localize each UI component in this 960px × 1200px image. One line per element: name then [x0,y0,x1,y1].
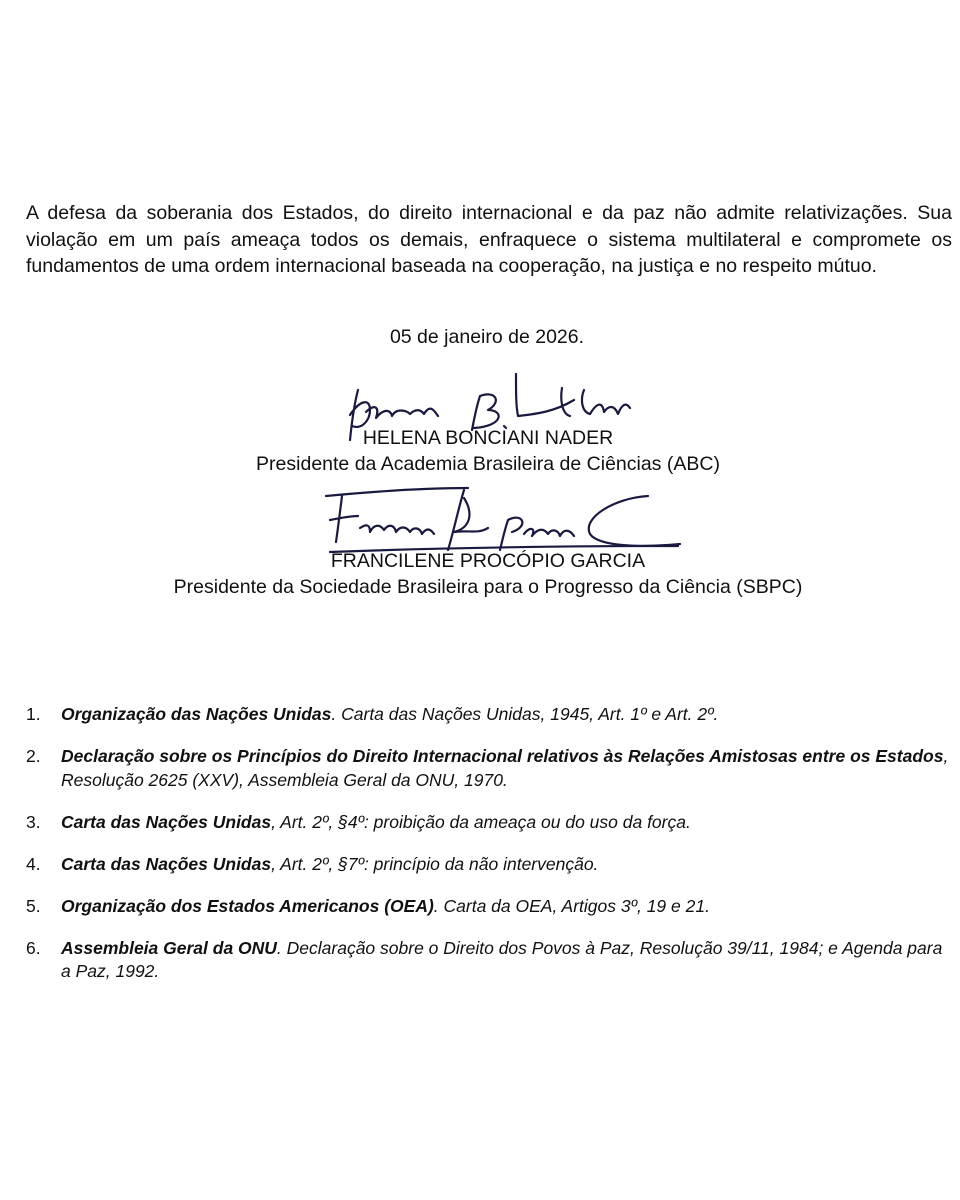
document-date: 05 de janeiro de 2026. [389,326,585,348]
signatory-block-1 [0,425,960,477]
signatory-role: Presidente da Sociedade Brasileira para o Progresso da Ciência (SBPC) [173,576,803,598]
reference-title: Declaração sobre os Princípios do Direito Internacional relativos às Relações Amistosas entre os Estados [61,746,944,766]
signatory-name: FRANCILENE PROCÓPIO GARCIA [330,550,646,572]
signatory-block-2 [0,548,960,600]
reference-text: , Art. 2º, §7º: princípio da não intervenção. [271,853,599,874]
reference-number: 6. [26,937,41,958]
reference-text: , Art. 2º, §4º: proibição da ameaça ou do uso da força. [271,811,691,832]
signatory-name: HELENA BONCIANI NADER [362,427,614,449]
reference-item [26,895,956,919]
reference-title: Organização dos Estados Americanos (OEA) [61,895,434,916]
body-paragraph: A defesa da soberania dos Estados, do direito internacional e da paz não admite relativizações. Sua violação em um país ameaça todos os demais, enfraquece o sistema multilateral e compromete os fundamentos de uma ordem internacional baseada na cooperação, na justiça e no respeito mútuo. [26,202,952,277]
reference-text: , Resolução 2625 (XXV), Assembleia Geral da ONU, 1970. [61,746,949,790]
reference-item [26,853,956,877]
reference-title: Carta das Nações Unidas [61,853,272,874]
reference-title: Assembleia Geral da ONU [61,937,277,958]
reference-number: 4. [26,853,41,874]
reference-item [26,811,956,835]
references-list [26,703,956,1002]
reference-number: 1. [26,704,41,724]
reference-text: . Declaração sobre o Direito dos Povos à Paz, Resolução 39/11, 1984; e Agenda para a Paz, 1992. [61,937,943,981]
reference-number: 2. [26,746,41,766]
signatory-role: Presidente da Academia Brasileira de Ciências (ABC) [256,453,720,475]
reference-item [26,745,956,792]
reference-number: 5. [26,895,41,916]
reference-title: Organização das Nações Unidas [61,704,332,724]
reference-text: . Carta das Nações Unidas, 1945, Art. 1º e Art. 2º. [331,704,719,724]
reference-number: 3. [26,811,41,832]
reference-title: Carta das Nações Unidas [61,811,272,832]
reference-text: . Carta da OEA, Artigos 3º, 19 e 21. [433,895,710,916]
reference-item [26,937,956,984]
reference-item [26,703,956,727]
